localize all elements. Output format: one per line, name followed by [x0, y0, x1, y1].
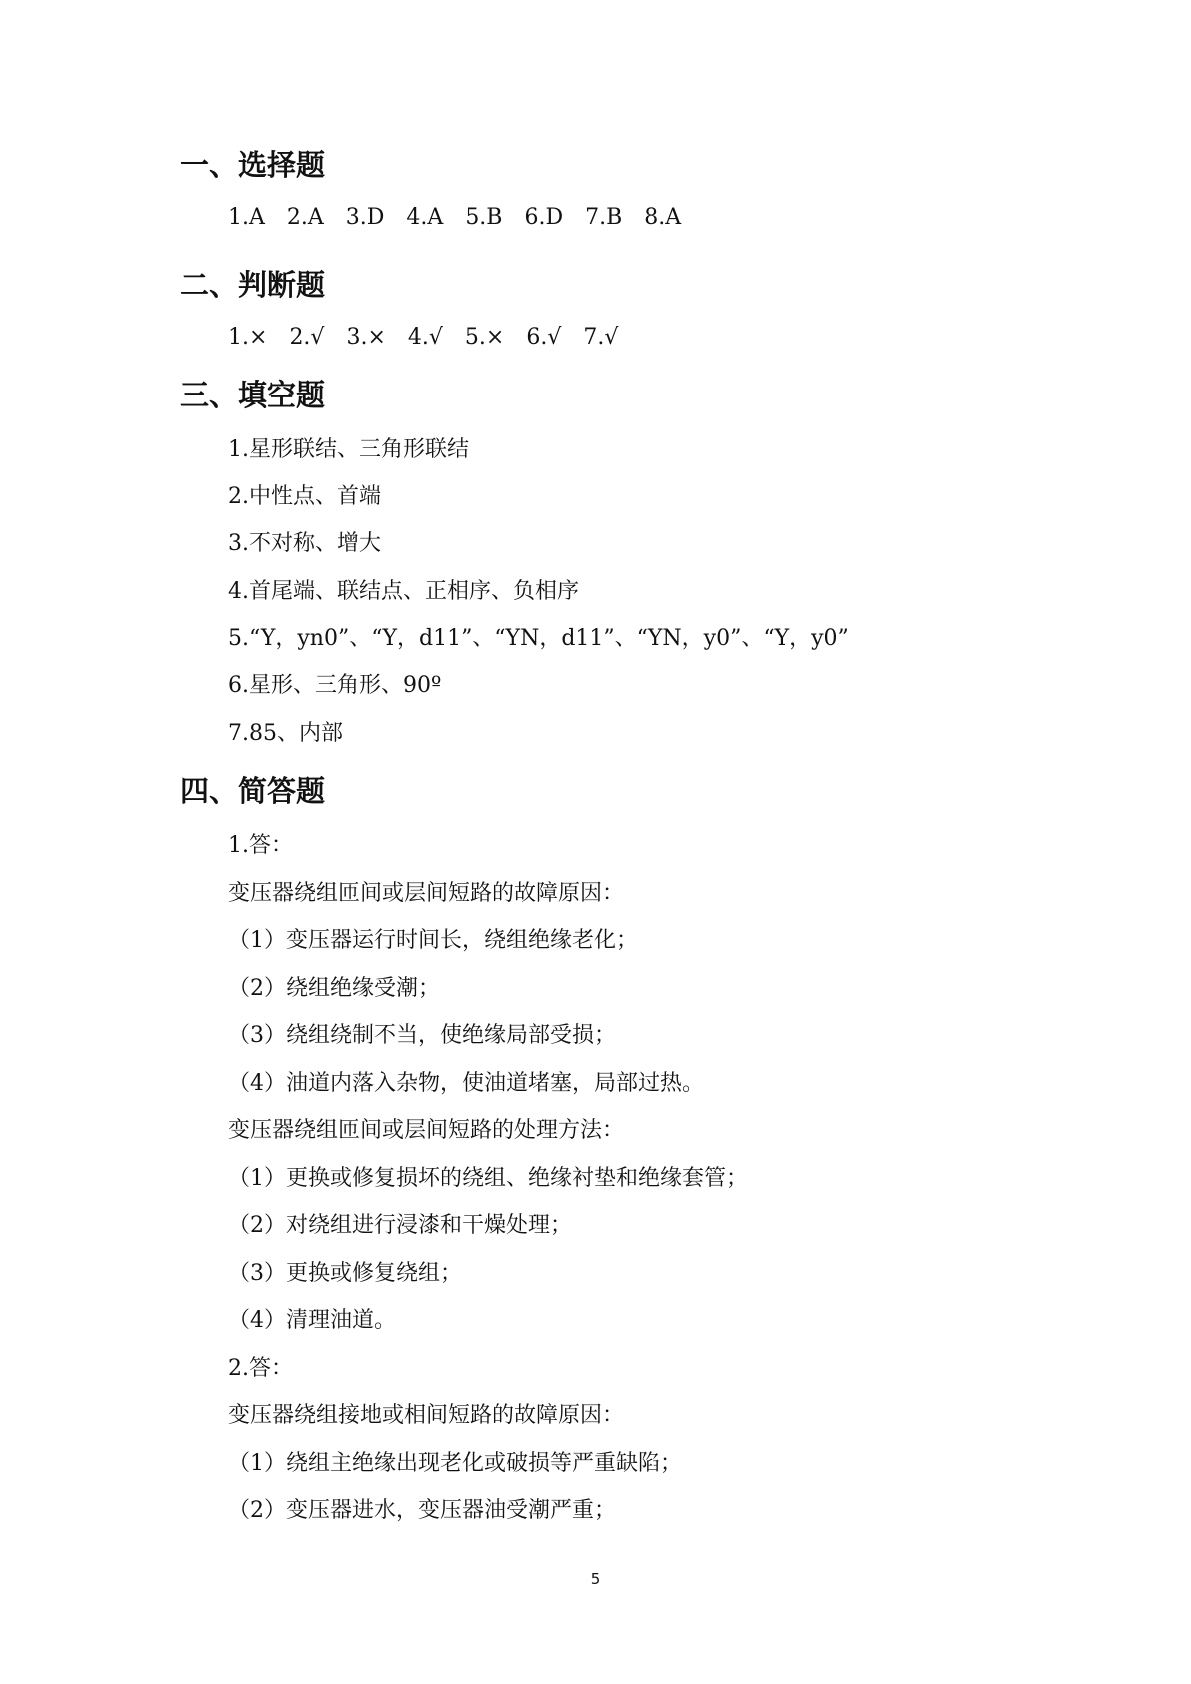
judge-answer: 5.×	[464, 325, 505, 350]
choice-answer: 6.D	[524, 205, 564, 230]
judge-answer: 3.×	[346, 325, 386, 350]
choice-answer: 2.A	[286, 205, 324, 230]
choice-answer: 8.A	[644, 205, 682, 230]
page-number: 5	[590, 1570, 601, 1588]
fill-item: 6.星形、三角形、90º	[228, 673, 442, 698]
short-answer-line: （2）绕组绝缘受潮；	[228, 976, 440, 1001]
short-answer-line: （3）更换或修复绕组；	[228, 1261, 462, 1286]
short-answer-line: 变压器绕组匝间或层间短路的处理方法：	[228, 1118, 625, 1143]
fill-item: 1.星形联结、三角形联结	[228, 437, 469, 462]
short-answer-line: （4）油道内落入杂物，使油道堵塞，局部过热。	[228, 1071, 704, 1096]
fill-item: 5.“Y，yn0”、“Y，d11”、“YN，d11”、“YN，y0”、“Y，y0”	[228, 626, 849, 651]
short-answer-line: （2）变压器进水，变压器油受潮严重；	[228, 1498, 616, 1523]
short-answer-line: （1）更换或修复损坏的绕组、绝缘衬垫和绝缘套管；	[228, 1166, 748, 1191]
section-heading-short: 四、简答题	[180, 774, 326, 808]
section-heading-judge: 二、判断题	[180, 268, 326, 302]
short-answer-line: （2）对绕组进行浸漆和干燥处理；	[228, 1213, 572, 1238]
short-answer-line: （3）绕组绕制不当，使绝缘局部受损；	[228, 1023, 616, 1048]
choice-answer: 3.D	[345, 205, 385, 230]
short-answer-line: （1）绕组主绝缘出现老化或破损等严重缺陷；	[228, 1451, 682, 1476]
short-answer-line: 2.答：	[228, 1356, 293, 1381]
judge-answer: 4.√	[407, 325, 443, 350]
choice-answer: 5.B	[465, 205, 503, 230]
judge-answers	[228, 324, 640, 352]
choice-answer: 7.B	[585, 205, 623, 230]
judge-answer: 6.√	[526, 325, 562, 350]
short-answer-line: 变压器绕组接地或相间短路的故障原因：	[228, 1403, 625, 1428]
judge-answer: 2.√	[289, 325, 325, 350]
choice-answers	[228, 204, 703, 232]
choice-answer: 4.A	[406, 205, 444, 230]
section-heading-fill: 三、填空题	[180, 378, 326, 412]
short-answer-line: （1）变压器运行时间长，绕组绝缘老化；	[228, 928, 638, 953]
fill-item: 3.不对称、增大	[228, 531, 381, 556]
short-answer-line: 变压器绕组匝间或层间短路的故障原因：	[228, 881, 625, 906]
judge-answer: 1.×	[228, 325, 268, 350]
fill-item: 2.中性点、首端	[228, 484, 381, 509]
judge-answer: 7.√	[583, 325, 619, 350]
fill-item: 4.首尾端、联结点、正相序、负相序	[228, 579, 579, 604]
fill-item: 7.85、内部	[228, 721, 343, 746]
section-heading-choice: 一、选择题	[180, 148, 326, 182]
short-answer-line: （4）清理油道。	[228, 1308, 396, 1333]
short-answer-line: 1.答：	[228, 833, 293, 858]
choice-answer: 1.A	[228, 205, 265, 230]
